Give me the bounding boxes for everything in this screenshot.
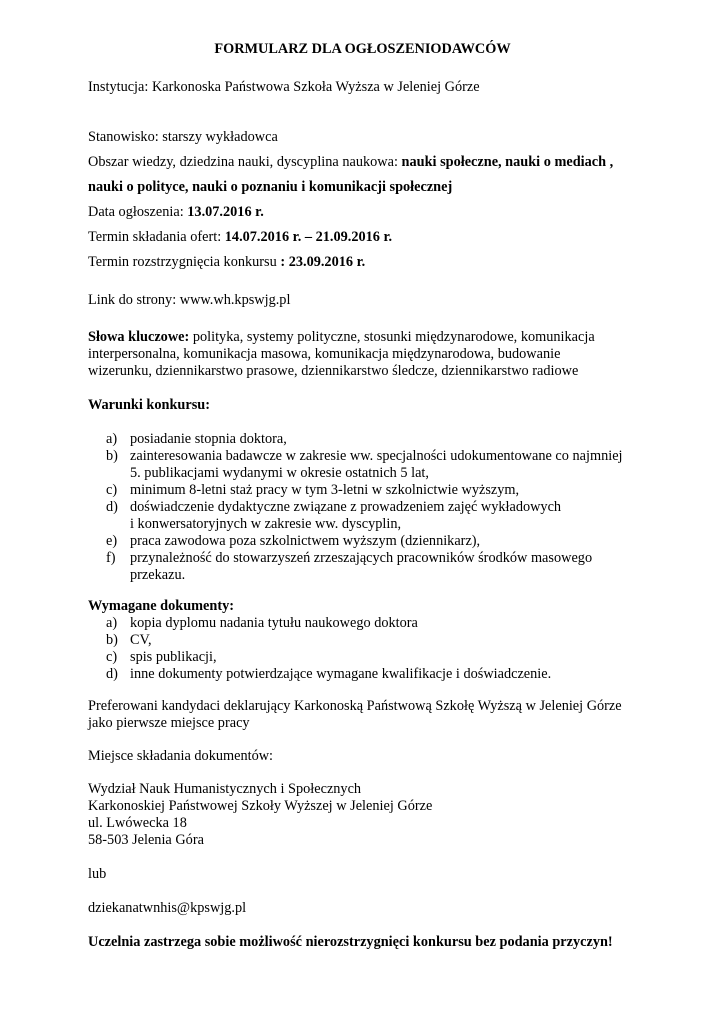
address-line-1: Wydział Nauk Humanistycznych i Społecznych bbox=[88, 781, 362, 797]
documents-heading bbox=[88, 598, 234, 615]
keywords-text-2: interpersonalna, komunikacja masowa, komunikacja międzynarodowa, budowanie bbox=[88, 346, 561, 362]
conditions-item-f-line1: przynależność do stowarzyszeń zrzeszających pracowników środków masowego bbox=[130, 550, 593, 566]
resolution-date-line bbox=[88, 254, 365, 271]
conditions-marker-d: d) bbox=[106, 499, 118, 515]
link-line bbox=[88, 292, 290, 309]
institution-label: Instytucja: bbox=[88, 79, 149, 95]
field-line-2 bbox=[88, 179, 452, 196]
conditions-heading bbox=[88, 397, 210, 414]
documents-marker-b: b) bbox=[106, 632, 118, 648]
address-line-4: 58-503 Jelenia Góra bbox=[88, 832, 204, 848]
document-title: FORMULARZ DLA OGŁOSZENIODAWCÓW bbox=[214, 41, 511, 57]
conditions-marker-e: e) bbox=[106, 533, 118, 549]
keywords-text-1: polityka, systemy polityczne, stosunki międzynarodowe, komunikacja bbox=[192, 329, 595, 345]
or-text: lub bbox=[88, 866, 107, 882]
offer-period-label: Termin składania ofert: bbox=[88, 229, 222, 245]
announce-date-line bbox=[88, 204, 264, 221]
documents-heading-text: Wymagane dokumenty: bbox=[88, 598, 235, 614]
documents-item-d: inne dokumenty potwierdzające wymagane kwalifikacje i doświadczenie. bbox=[130, 666, 552, 682]
conditions-heading-text: Warunki konkursu: bbox=[88, 397, 210, 413]
announce-date-value: 13.07.2016 r. bbox=[187, 204, 264, 220]
preferred-line-1: Preferowani kandydaci deklarujący Karkonoską Państwową Szkołę Wyższą w Jeleniej Górze bbox=[88, 698, 622, 714]
email-link[interactable]: dziekanatwnhis@kpswjg.pl bbox=[88, 900, 247, 916]
conditions-marker-b: b) bbox=[106, 448, 118, 464]
documents-item-b: CV, bbox=[130, 632, 152, 648]
documents-marker-d: d) bbox=[106, 666, 118, 682]
conditions-marker-c: c) bbox=[106, 482, 118, 498]
conditions-item-b-line2: 5. publikacjami wydanymi w okresie ostatnich 5 lat, bbox=[130, 465, 429, 481]
institution-line bbox=[88, 79, 480, 96]
field-value-1: nauki społeczne, nauki o mediach , bbox=[401, 154, 614, 170]
keywords-text-3: wizerunku, dziennikarstwo prasowe, dziennikarstwo śledcze, dziennikarstwo radiowe bbox=[88, 363, 579, 379]
offer-period-line bbox=[88, 229, 392, 246]
position-label: Stanowisko: bbox=[88, 129, 159, 145]
link-value[interactable]: www.wh.kpswjg.pl bbox=[179, 292, 291, 308]
address-line-3: ul. Lwówecka 18 bbox=[88, 815, 187, 831]
keywords-label: Słowa kluczowe: bbox=[88, 329, 190, 345]
conditions-item-b-line1: zainteresowania badawcze w zakresie ww. specjalności udokumentowane co najmniej bbox=[130, 448, 623, 464]
position-line bbox=[88, 129, 278, 146]
documents-marker-a: a) bbox=[106, 615, 118, 631]
keywords-line-1 bbox=[88, 329, 595, 346]
conditions-marker-a: a) bbox=[106, 431, 118, 447]
offer-period-value: 14.07.2016 r. – 21.09.2016 r. bbox=[224, 229, 393, 245]
conditions-item-c: minimum 8-letni staż pracy w tym 3-letni w szkolnictwie wyższym, bbox=[130, 482, 520, 498]
field-value-2: nauki o polityce, nauki o poznaniu i komunikacji społecznej bbox=[88, 179, 453, 195]
disclaimer bbox=[88, 934, 613, 951]
conditions-item-d-line2: i konwersatoryjnych w zakresie ww. dyscyplin, bbox=[130, 516, 402, 532]
address-line-2: Karkonoskiej Państwowej Szkoły Wyższej w Jeleniej Górze bbox=[88, 798, 433, 814]
field-line-1 bbox=[88, 154, 613, 171]
documents-marker-c: c) bbox=[106, 649, 118, 665]
announce-date-label: Data ogłoszenia: bbox=[88, 204, 184, 220]
conditions-item-f-line2: przekazu. bbox=[130, 567, 186, 583]
link-label: Link do strony: bbox=[88, 292, 177, 308]
documents-item-c: spis publikacji, bbox=[130, 649, 217, 665]
resolution-date-label: Termin rozstrzygnięcia konkursu bbox=[88, 254, 277, 270]
conditions-marker-f: f) bbox=[106, 550, 116, 566]
position-value: starszy wykładowca bbox=[162, 129, 278, 145]
field-label: Obszar wiedzy, dziedzina nauki, dyscyplina naukowa: bbox=[88, 154, 398, 170]
institution-value: Karkonoska Państwowa Szkoła Wyższa w Jeleniej Górze bbox=[151, 79, 480, 95]
resolution-date-value: : 23.09.2016 r. bbox=[280, 254, 366, 270]
preferred-line-2: jako pierwsze miejsce pracy bbox=[88, 715, 250, 731]
documents-item-a: kopia dyplomu nadania tytułu naukowego doktora bbox=[130, 615, 418, 631]
conditions-item-d-line1: doświadczenie dydaktyczne związane z prowadzeniem zajęć wykładowych bbox=[130, 499, 562, 515]
place-label: Miejsce składania dokumentów: bbox=[88, 748, 274, 764]
conditions-item-e: praca zawodowa poza szkolnictwem wyższym (dziennikarz), bbox=[130, 533, 481, 549]
disclaimer-text: Uczelnia zastrzega sobie możliwość nierozstrzygnięci konkursu bez podania przyczyn! bbox=[88, 934, 613, 950]
conditions-item-a: posiadanie stopnia doktora, bbox=[130, 431, 287, 447]
